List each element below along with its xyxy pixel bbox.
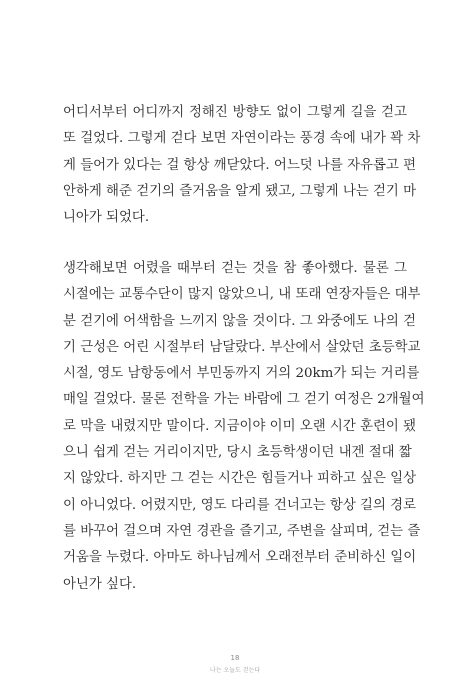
paragraph-line: 어디서부터 어디까지 정해진 방향도 없이 그렇게 길을 걷고 xyxy=(63,105,407,120)
paragraph-line: 또 걸었다. 그렇게 걷다 보면 자연이라는 풍경 속에 내가 꽉 차 xyxy=(63,131,421,147)
page-number: 18 xyxy=(230,654,240,662)
paragraph-2 xyxy=(63,256,425,598)
paragraph-line: 지 않았다. 하지만 그 걷는 시간은 힘들거나 피하고 싶은 일상 xyxy=(63,471,417,487)
paragraph-line: 로 막을 내렸지만 말이다. 지금이야 이미 오랜 시간 훈련이 됐 xyxy=(63,418,417,434)
paragraph-line: 생각해보면 어렸을 때부터 걷는 것을 참 좋아했다. 물론 그 xyxy=(63,261,407,276)
paragraph-line: 으니 쉽게 걷는 거리이지만, 당시 초등학생이던 내겐 절대 짧 xyxy=(63,445,412,461)
paragraph-line: 거움을 누렸다. 아마도 하나님께서 오래전부터 준비하신 일이 xyxy=(63,550,417,566)
paragraph-line: 시절, 영도 남항동에서 부민동까지 거의 20km가 되는 거리를 xyxy=(63,366,420,382)
paragraph-line: 를 바꾸어 걸으며 자연 경관을 즐기고, 주변을 살피며, 걷는 즐 xyxy=(63,523,421,539)
paragraph-1 xyxy=(63,100,421,231)
paragraph-line: 이 아니었다. 어렸지만, 영도 다리를 건너고는 항상 길의 경로 xyxy=(63,497,417,513)
paragraph-line: 시절에는 교통수단이 많지 않았으니, 내 또래 연장자들은 대부 xyxy=(63,287,421,303)
paragraph-line: 게 들어가 있다는 걸 항상 깨닫았다. 어느덧 나를 자유롭고 편 xyxy=(63,157,417,173)
paragraph-line: 니아가 되었다. xyxy=(63,210,150,226)
paragraph-line: 분 걷기에 어색함을 느끼지 않을 것이다. 그 와중에도 나의 걷 xyxy=(63,313,417,329)
running-footer-title: 나는 오늘도 걷는다 xyxy=(209,667,261,674)
paragraph-line: 매일 걸었다. 물론 전학을 가는 바람에 그 걷기 여정은 2개월여 xyxy=(63,392,425,408)
paragraph-line: 안하게 해준 걷기의 즐거움을 알게 됐고, 그렇게 나는 걷기 마 xyxy=(63,183,417,199)
paragraph-line: 기 근성은 어린 시절부터 남달랐다. 부산에서 살았던 초등학교 xyxy=(63,339,421,355)
paragraph-line: 아닌가 싶다. xyxy=(63,576,137,592)
